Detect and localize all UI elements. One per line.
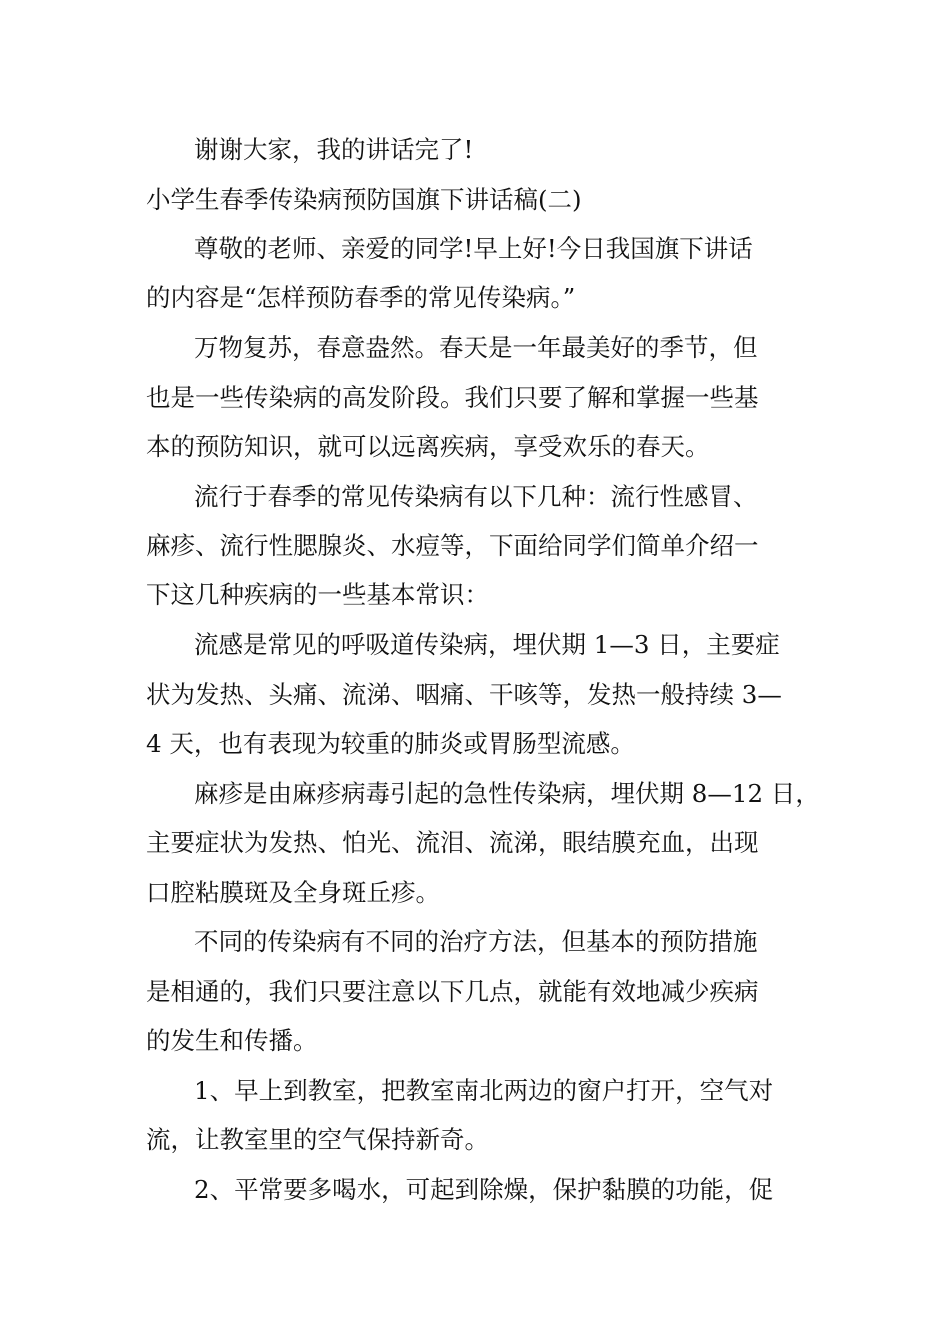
text-line: 主要症状为发热、怕光、流泪、流涕，眼结膜充血，出现 xyxy=(146,828,759,857)
text-line: 麻疹、流行性腮腺炎、水痘等，下面给同学们简单介绍一 xyxy=(146,531,759,560)
text-line: 麻疹是由麻疹病毒引起的急性传染病，埋伏期 8—12 日， xyxy=(194,779,820,808)
text-line: 1、早上到教室，把教室南北两边的窗户打开，空气对 xyxy=(194,1076,774,1105)
text-line: 万物复苏，春意盎然。春天是一年最美好的季节，但 xyxy=(194,333,758,362)
section-title: 小学生春季传染病预防国旗下讲话稿(二) xyxy=(146,185,582,214)
text-line: 流感是常见的呼吸道传染病，埋伏期 1—3 日，主要症 xyxy=(194,630,780,659)
text-line: 2、平常要多喝水，可起到除燥，保护黏膜的功能，促 xyxy=(194,1175,774,1204)
text-line: 尊敬的老师、亲爱的同学!早上好!今日我国旗下讲话 xyxy=(194,234,753,263)
text-line: 的发生和传播。 xyxy=(146,1026,318,1055)
text-line: 4 天，也有表现为较重的肺炎或胃肠型流感。 xyxy=(146,729,635,758)
text-line: 不同的传染病有不同的治疗方法，但基本的预防措施 xyxy=(194,927,758,956)
text-line: 流行于春季的常见传染病有以下几种：流行性感冒、 xyxy=(194,482,758,511)
text-line: 的内容是“怎样预防春季的常见传染病。” xyxy=(146,283,576,312)
text-line: 状为发热、头痛、流涕、咽痛、干咳等，发热一般持续 3— xyxy=(146,680,782,709)
text-line: 下这几种疾病的一些基本常识： xyxy=(146,580,489,609)
text-line: 口腔粘膜斑及全身斑丘疹。 xyxy=(146,878,440,907)
text-line: 是相通的，我们只要注意以下几点，就能有效地减少疾病 xyxy=(146,977,759,1006)
text-line: 谢谢大家，我的讲话完了! xyxy=(194,135,474,164)
text-line: 也是一些传染病的高发阶段。我们只要了解和掌握一些基 xyxy=(146,383,759,412)
text-line: 本的预防知识，就可以远离疾病，享受欢乐的春天。 xyxy=(146,432,710,461)
text-line: 流，让教室里的空气保持新奇。 xyxy=(146,1125,489,1154)
